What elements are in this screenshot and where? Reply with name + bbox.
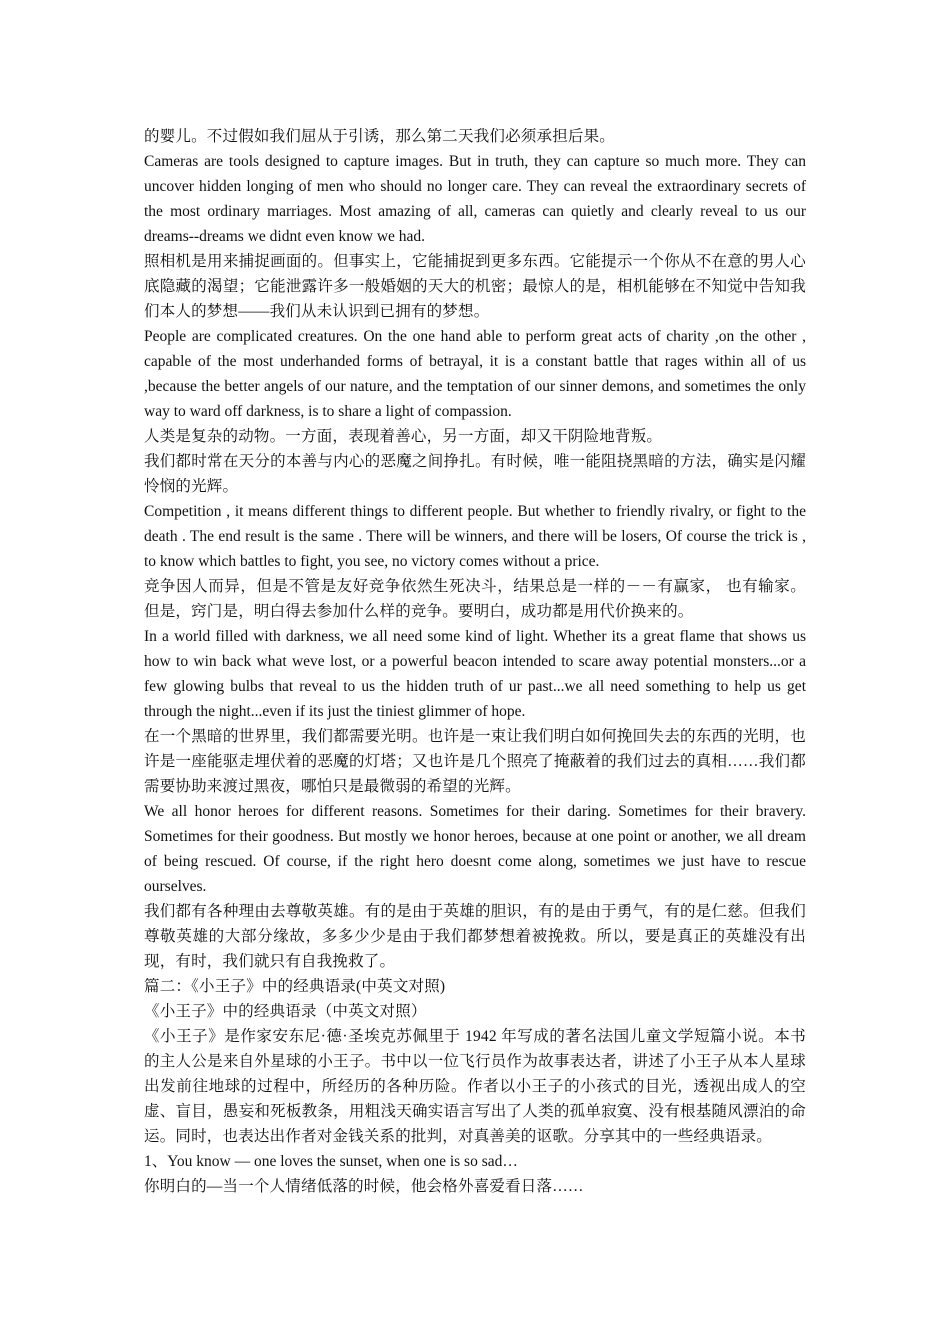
paragraph-9: In a world filled with darkness, we all need some kind of light. Whether its a great flame that shows us how to win back what weve lost, or a powerful beacon intended to scare away potential monsters...or a few glowing bulbs that reveal to us the hidden truth of ur past...we all need something to help us get through the night...even if its just the tiniest glimmer of hope. [144,628,806,720]
paragraph-2: Cameras are tools designed to capture images. But in truth, they can capture so much more. They can uncover hidden longing of men who should no longer care. They can reveal the extraordinary secrets of the most ordinary marriages. Most amazing of all, cameras can quietly and clearly reveal to us our dreams--dreams we didnt even know we had. [144,153,806,245]
paragraph-8: 竞争因人而异，但是不管是友好竞争依然生死决斗，结果总是一样的－－有赢家， 也有输家。但是，窍门是，明白得去参加什么样的竞争。要明白，成功都是用代价换来的。 [144,578,806,620]
paragraph-1: 的婴儿。不过假如我们屈从于引诱，那么第二天我们必须承担后果。 [144,128,616,145]
paragraph-5: 人类是复杂的动物。一方面，表现着善心，另一方面，却又干阴险地背叛。 [144,428,663,445]
paragraph-12: 我们都有各种理由去尊敬英雄。有的是由于英雄的胆识，有的是由于勇气，有的是仁慈。但我们尊敬英雄的大部分缘故，多多少少是由于我们都梦想着被挽救。所以，要是真正的英雄没有出现，有时，我们就只有自我挽救了。 [144,903,806,970]
paragraph-intro: 《小王子》是作家安东尼·德·圣埃克苏佩里于 1942 年写成的著名法国儿童文学短篇小说。本书的主人公是来自外星球的小王子。书中以一位飞行员作为故事表达者，讲述了小王子从本人星球出发前往地球的过程中，所经历的各种历险。作者以小王子的小孩式的目光，透视出成人的空虚、盲目，愚妄和死板教条，用粗浅天确实语言写出了人类的孤单寂寞、没有根基随风漂泊的命运。同时，也表达出作者对金钱关系的批判，对真善美的讴歌。分享其中的一些经典语录。 [144,1028,806,1145]
paragraph-3: 照相机是用来捕捉画面的。但事实上，它能捕捉到更多东西。它能提示一个你从不在意的男人心底隐藏的渴望；它能泄露许多一般婚姻的天大的机密；最惊人的是，相机能够在不知觉中告知我们本人的梦想——我们从未认识到已拥有的梦想。 [144,253,806,320]
quote-1-english: 1、You know — one loves the sunset, when one is so sad… [144,1153,518,1170]
quote-1-chinese: 你明白的—当一个人情绪低落的时候，他会格外喜爱看日落…… [144,1178,584,1195]
paragraph-4: People are complicated creatures. On the one hand able to perform great acts of charity ,on the other , capable of the most underhanded forms of betrayal, it is a constant battle that rages within all of us ,because the better angels of our nature, and the temptation of our sinner demons, and sometimes the only way to ward off darkness, is to share a light of compassion. [144,328,806,420]
paragraph-6: 我们都时常在天分的本善与内心的恶魔之间挣扎。有时候，唯一能阻挠黑暗的方法，确实是闪耀怜悯的光辉。 [144,453,806,495]
paragraph-11: We all honor heroes for different reasons. Sometimes for their daring. Sometimes for their bravery. Sometimes for their goodness. But mostly we honor heroes, because at one point or another, we all dream of being rescued. Of course, if the right hero doesnt come along, sometimes we just have to rescue ourselves. [144,803,806,895]
section-heading: 篇二：《小王子》中的经典语录(中英文对照) [144,978,446,995]
paragraph-10: 在一个黑暗的世界里，我们都需要光明。也许是一束让我们明白如何挽回失去的东西的光明，也许是一座能驱走埋伏着的恶魔的灯塔；又也许是几个照亮了掩蔽着的我们过去的真相……我们都需要协助来渡过黑夜，哪怕只是最微弱的希望的光辉。 [144,728,806,795]
document-body [144,124,806,1199]
paragraph-7: Competition , it means different things to different people. But whether to friendly rivalry, or fight to the death . The end result is the same . There will be winners, and there will be losers, Of course the trick is , to know which battles to fight, you see, no victory comes without a price. [144,503,806,570]
section-subheading: 《小王子》中的经典语录（中英文对照） [144,1003,427,1020]
